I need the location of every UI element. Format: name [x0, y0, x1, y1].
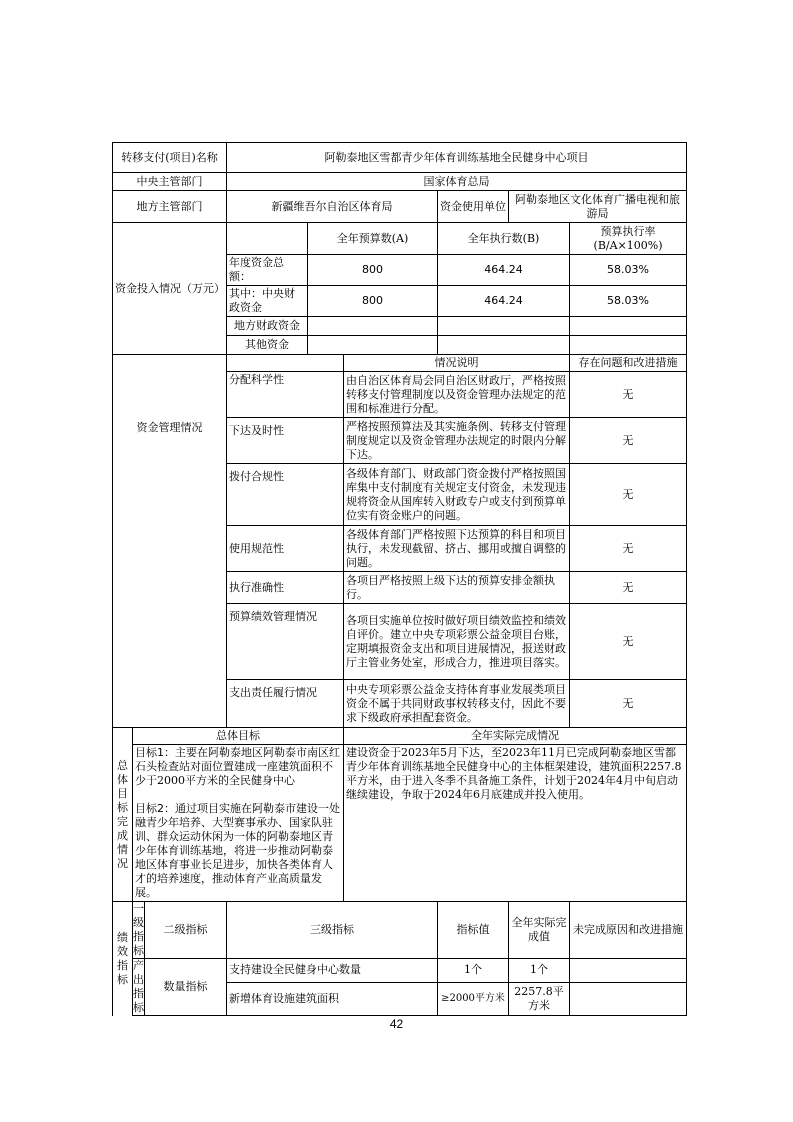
- funding-section-label: 资金投入情况（万元）: [113, 223, 227, 355]
- indicator-reason: [570, 982, 687, 1015]
- col-desc-header: 情况说明: [344, 355, 570, 372]
- indicator-value: 1个: [438, 959, 509, 983]
- col-level1-header: 一级指标: [133, 902, 144, 957]
- col-value-header: 指标值: [438, 902, 509, 959]
- goal-2-prefix: 目标2: [135, 802, 164, 815]
- indicator-actual: 1个: [509, 959, 570, 983]
- funding-budget: [308, 336, 438, 355]
- level1-output: 产出指标: [133, 959, 144, 1014]
- funding-exec: [438, 317, 570, 336]
- management-item: 拨付合规性: [227, 464, 344, 526]
- management-item: 使用规范性: [227, 526, 344, 572]
- funding-row-label: 年度资金总额：: [227, 255, 308, 286]
- management-desc: 各项目实施单位按时做好项目绩效监控和绩效自评价。建立中央专项彩票公益金项目台账，定期填报资金支出和项目进展情况，报送财政厅主管业务处室，形成合力，推进项目落实。: [344, 604, 570, 680]
- col-rate-header: 预算执行率(B/A×100%): [570, 223, 687, 255]
- indicators-section-label: 绩效指标: [113, 902, 133, 1016]
- fund-user-value: 阿勒泰地区文化体育广播电视和旅游局: [509, 191, 687, 223]
- management-section-label: [113, 355, 227, 728]
- goal-2-text: ：通过项目实施在阿勒泰市建设一处融青少年培养、大型赛事承办、国家队驻训、群众运动休闲为一体的阿勒泰地区青少年体育训练基地，将进一步推动阿勒泰地区体育事业长足进步，加快各类体育人才的培养速度，推动体育产业高质量发展。: [135, 802, 340, 899]
- management-header-empty: [227, 355, 344, 372]
- goals-text: [133, 745, 344, 902]
- funding-row-label: 其中：中央财政资金: [227, 286, 308, 317]
- funding-rate: 58.03%: [570, 255, 687, 286]
- col-level3-header: 三级指标: [227, 902, 438, 959]
- col-budget-header: 全年预算数(A): [308, 223, 438, 255]
- funding-rate: [570, 336, 687, 355]
- goal-1-prefix: 目标1: [135, 746, 164, 759]
- col-exec-header: 全年执行数(B): [438, 223, 570, 255]
- indicator-name: 支持建设全民健身中心数量: [227, 959, 438, 983]
- col-level2-header: 二级指标: [145, 902, 227, 959]
- management-item: 预算绩效管理情况: [227, 604, 344, 680]
- management-desc: 由自治区体育局会同自治区财政厅，严格按照转移支付管理制度以及资金管理办法规定的范围和标准进行分配。: [344, 372, 570, 418]
- indicator-actual: 2257.8平方米: [509, 982, 570, 1015]
- management-issue: 无: [570, 372, 687, 418]
- goal-1-text: ：主要在阿勒泰地区阿勒泰市南区红石头检查站对面位置建成一座建筑面积不少于2000平方米的全民健身中心: [135, 746, 340, 787]
- indicator-value: ≥2000平方米: [438, 982, 509, 1015]
- management-issue: 无: [570, 526, 687, 572]
- project-label: 转移支付(项目)名称: [113, 143, 227, 173]
- col-actual-header: 全年实际完成值: [509, 902, 570, 959]
- funding-rate: [570, 317, 687, 336]
- local-dept-label: 地方主管部门: [113, 191, 227, 223]
- col-issue-header: 存在问题和改进措施: [570, 355, 687, 372]
- management-desc: 各项目严格按照上级下达的预算安排金额执行。: [344, 572, 570, 604]
- funding-exec: [438, 336, 570, 355]
- central-dept-value: 国家体育总局: [227, 173, 687, 191]
- goal-2: [135, 802, 341, 900]
- indicator-name: 新增体育设施建筑面积: [227, 982, 438, 1015]
- indicator-reason: [570, 959, 687, 983]
- management-issue: 无: [570, 464, 687, 526]
- funding-exec: 464.24: [438, 286, 570, 317]
- funding-row-label: 其他资金: [227, 336, 308, 355]
- management-item: 执行准确性: [227, 572, 344, 604]
- funding-header-empty: [227, 223, 308, 255]
- management-desc: 各级体育部门严格按照下达预算的科目和项目执行，未发现截留、挤占、挪用或擅自调整的问题。: [344, 526, 570, 572]
- central-dept-label: 中央主管部门: [113, 173, 227, 191]
- goal-1: [135, 746, 341, 788]
- management-item: 分配科学性: [227, 372, 344, 418]
- management-desc: 中央专项彩票公益金支持体育事业发展类项目资金不属于共同财政事权转移支付，因此不要求下级政府承担配套资金。: [344, 680, 570, 728]
- management-item: 支出责任履行情况: [227, 680, 344, 728]
- funding-budget: [308, 317, 438, 336]
- funding-exec: 464.24: [438, 255, 570, 286]
- level2-quantity: 数量指标: [145, 959, 227, 1016]
- management-issue: 无: [570, 418, 687, 464]
- local-dept-value: 新疆维吾尔自治区体育局: [227, 191, 438, 223]
- management-section-text: 资金管理情况: [136, 421, 203, 434]
- funding-budget: 800: [308, 255, 438, 286]
- funding-row-label: 地方财政资金: [227, 317, 308, 336]
- col-done-header: 全年实际完成情况: [344, 728, 687, 745]
- performance-table: [112, 142, 687, 1016]
- fund-user-label: 资金使用单位: [438, 191, 509, 223]
- management-desc: 各级体育部门、财政部门资金拨付严格按照国库集中支付制度有关规定支付资金，未发现违规将资金从国库转入财政专户或支付到预算单位实有资金账户的问题。: [344, 464, 570, 526]
- management-issue: 无: [570, 680, 687, 728]
- goals-section-label: 总体目标完成情况: [113, 728, 133, 902]
- management-desc: 严格按照预算法及其实施条例、转移支付管理制度规定以及资金管理办法规定的时限内分解下达。: [344, 418, 570, 464]
- management-issue: 无: [570, 604, 687, 680]
- page-number: 42: [389, 1017, 404, 1031]
- management-item: 下达及时性: [227, 418, 344, 464]
- col-reason-header: 未完成原因和改进措施: [570, 902, 687, 959]
- funding-budget: 800: [308, 286, 438, 317]
- goals-done-text: 建设资金于2023年5月下达，至2023年11月已完成阿勒泰地区雪都青少年体育训练基地全民健身中心的主体框架建设，建筑面积2257.8平方米，由于进入冬季不具备施工条件，计划于2024年4月中旬启动继续建设，争取于2024年6月底建成并投入使用。: [344, 745, 687, 902]
- management-issue: 无: [570, 572, 687, 604]
- funding-rate: 58.03%: [570, 286, 687, 317]
- col-goal-header: 总体目标: [133, 728, 344, 745]
- project-value: 阿勒泰地区雪都青少年体育训练基地全民健身中心项目: [227, 143, 687, 173]
